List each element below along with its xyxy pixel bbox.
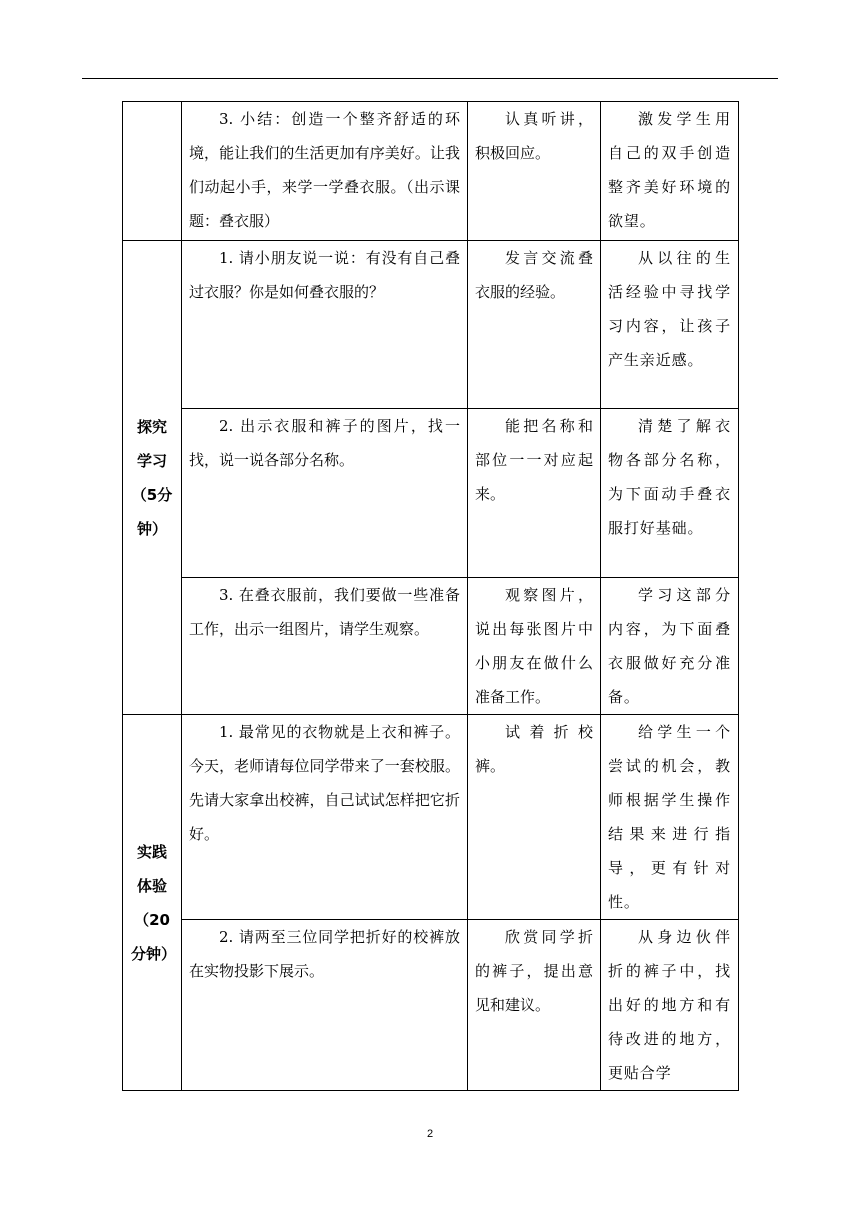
table-row xyxy=(123,920,739,1091)
student-activity-cell: 发言交流叠衣服的经验。 xyxy=(468,241,601,409)
design-intent-cell: 激发学生用自己的双手创造整齐美好环境的欲望。 xyxy=(601,102,739,241)
teacher-activity-cell: 3. 在叠衣服前，我们要做一些准备工作，出示一组图片，请学生观察。 xyxy=(182,578,468,715)
teacher-activity-cell: 1. 最常见的衣物就是上衣和裤子。今天，老师请每位同学带来了一套校服。先请大家拿出校裤，自己试试怎样把它折好。 xyxy=(182,715,468,920)
student-activity-cell: 试着折校裤。 xyxy=(468,715,601,920)
table-row xyxy=(123,241,739,409)
student-activity-cell: 能把名称和部位一一对应起来。 xyxy=(468,409,601,578)
page-number: 2 xyxy=(426,1128,434,1140)
design-intent-cell: 给学生一个尝试的机会，教师根据学生操作结果来进行指导，更有针对性。 xyxy=(601,715,739,920)
stage-cell-empty xyxy=(123,102,182,241)
stage-cell-explore: 探究学习（5分钟） xyxy=(123,241,182,715)
lesson-plan-table xyxy=(122,101,739,1091)
header-rule xyxy=(82,78,778,79)
table-row xyxy=(123,715,739,920)
student-activity-cell: 欣赏同学折的裤子，提出意见和建议。 xyxy=(468,920,601,1091)
table-row xyxy=(123,409,739,578)
design-intent-cell: 从以往的生活经验中寻找学习内容，让孩子产生亲近感。 xyxy=(601,241,739,409)
teacher-activity-cell: 1. 请小朋友说一说：有没有自己叠过衣服？你是如何叠衣服的？ xyxy=(182,241,468,409)
table-row xyxy=(123,102,739,241)
teacher-activity-cell: 2. 请两至三位同学把折好的校裤放在实物投影下展示。 xyxy=(182,920,468,1091)
design-intent-cell: 清楚了解衣物各部分名称，为下面动手叠衣服打好基础。 xyxy=(601,409,739,578)
teacher-activity-cell: 2. 出示衣服和裤子的图片，找一找，说一说各部分名称。 xyxy=(182,409,468,578)
table-row xyxy=(123,578,739,715)
design-intent-cell: 从身边伙伴折的裤子中，找出好的地方和有待改进的地方，更贴合学 xyxy=(601,920,739,1091)
teacher-activity-cell: 3. 小结：创造一个整齐舒适的环境，能让我们的生活更加有序美好。让我们动起小手，来学一学叠衣服。（出示课题：叠衣服） xyxy=(182,102,468,241)
design-intent-cell: 学习这部分内容，为下面叠衣服做好充分准备。 xyxy=(601,578,739,715)
student-activity-cell: 观察图片，说出每张图片中小朋友在做什么准备工作。 xyxy=(468,578,601,715)
student-activity-cell: 认真听讲，积极回应。 xyxy=(468,102,601,241)
stage-cell-practice: 实践体验（20分钟） xyxy=(123,715,182,1091)
